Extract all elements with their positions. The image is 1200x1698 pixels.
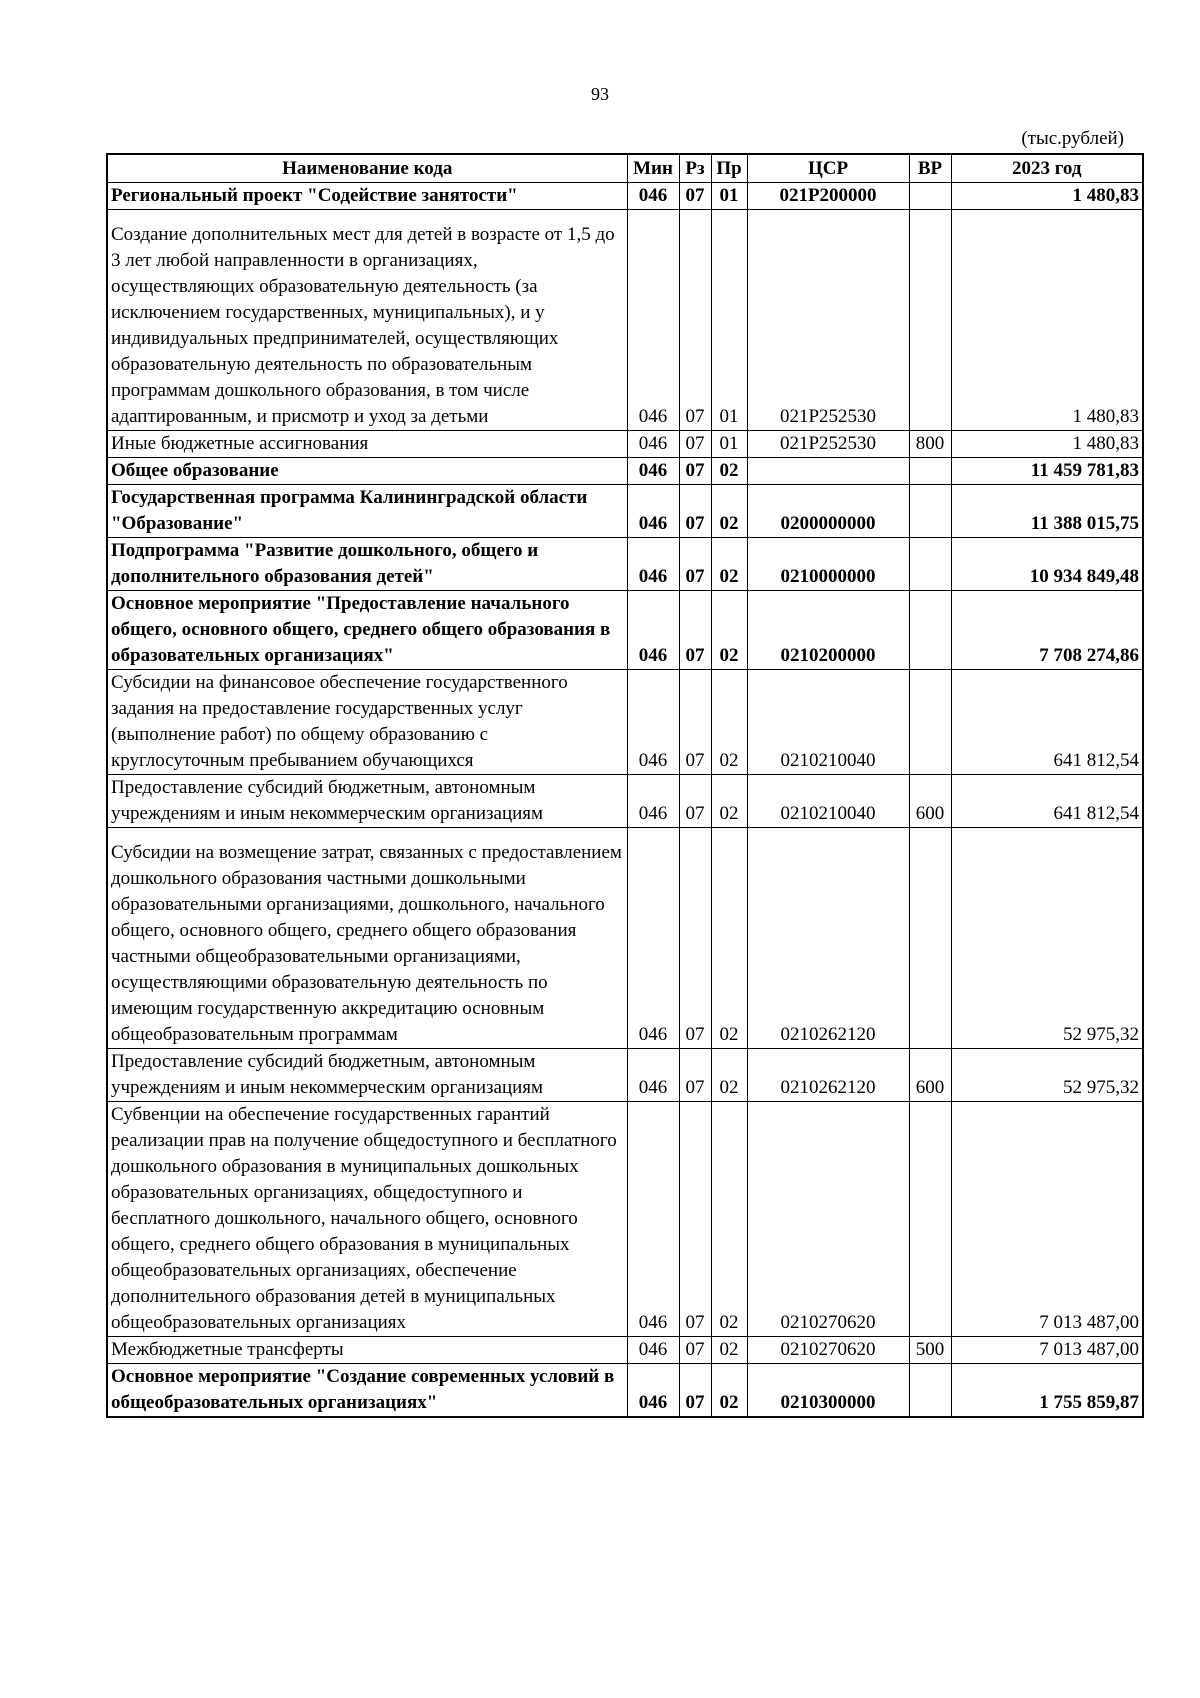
cell-min: 046 [627,670,679,775]
cell-csr: 0210000000 [747,538,909,591]
table-row [107,670,1143,775]
table-row [107,538,1143,591]
cell-vr [909,210,951,431]
cell-name: Подпрограмма "Развитие дошкольного, общего и дополнительного образования детей" [107,538,627,591]
cell-csr: 021Р252530 [747,431,909,458]
cell-rz: 07 [679,670,711,775]
cell-pr: 02 [711,1102,747,1337]
table-row [107,183,1143,210]
cell-amount: 7 013 487,00 [951,1102,1143,1337]
cell-csr: 0210262120 [747,828,909,1049]
cell-rz: 07 [679,591,711,670]
cell-vr: 800 [909,431,951,458]
header-vr: ВР [909,154,951,183]
cell-vr [909,828,951,1049]
table-row [107,1049,1143,1102]
units-label: (тыс.рублей) [1021,128,1124,149]
cell-min: 046 [627,591,679,670]
cell-vr [909,458,951,485]
cell-rz: 07 [679,485,711,538]
cell-rz: 07 [679,1049,711,1102]
cell-amount: 1 480,83 [951,210,1143,431]
header-min: Мин [627,154,679,183]
header-name: Наименование кода [107,154,627,183]
cell-rz: 07 [679,538,711,591]
header-year: 2023 год [951,154,1143,183]
cell-min: 046 [627,458,679,485]
cell-amount: 52 975,32 [951,828,1143,1049]
cell-name: Государственная программа Калининградской области "Образование" [107,485,627,538]
cell-csr: 021Р200000 [747,183,909,210]
header-csr: ЦСР [747,154,909,183]
cell-pr: 01 [711,183,747,210]
cell-min: 046 [627,1102,679,1337]
cell-name: Субсидии на возмещение затрат, связанных с предоставлением дошкольного образования частными дошкольными образовательными организациями, дошкольного, начального общего, основного общего, среднего общего образования частными общеобразовательными организациями, осуществляющими образовательную деятельность по имеющим государственную аккредитацию основным общеобразовательным программам [107,828,627,1049]
cell-vr [909,591,951,670]
cell-min: 046 [627,210,679,431]
cell-csr: 0210200000 [747,591,909,670]
cell-vr [909,183,951,210]
cell-csr [747,458,909,485]
table-row [107,775,1143,828]
cell-name: Предоставление субсидий бюджетным, автономным учреждениям и иным некоммерческим организациям [107,1049,627,1102]
cell-amount: 11 459 781,83 [951,458,1143,485]
cell-min: 046 [627,1364,679,1418]
cell-rz: 07 [679,775,711,828]
cell-min: 046 [627,1049,679,1102]
cell-name: Общее образование [107,458,627,485]
cell-name: Иные бюджетные ассигнования [107,431,627,458]
cell-amount: 641 812,54 [951,670,1143,775]
cell-rz: 07 [679,458,711,485]
cell-name: Основное мероприятие "Предоставление начального общего, основного общего, среднего общего образования в образовательных организациях" [107,591,627,670]
cell-csr: 0210210040 [747,670,909,775]
cell-csr: 0200000000 [747,485,909,538]
cell-pr: 02 [711,485,747,538]
cell-min: 046 [627,183,679,210]
table-row [107,1102,1143,1337]
cell-min: 046 [627,431,679,458]
cell-csr: 0210270620 [747,1102,909,1337]
cell-amount: 1 480,83 [951,431,1143,458]
cell-amount: 7 708 274,86 [951,591,1143,670]
cell-rz: 07 [679,1337,711,1364]
cell-amount: 11 388 015,75 [951,485,1143,538]
cell-vr [909,670,951,775]
cell-pr: 01 [711,210,747,431]
cell-name: Основное мероприятие "Создание современных условий в общеобразовательных организациях" [107,1364,627,1418]
cell-amount: 1 755 859,87 [951,1364,1143,1418]
cell-rz: 07 [679,183,711,210]
table-row [107,828,1143,1049]
cell-rz: 07 [679,1364,711,1418]
cell-vr: 600 [909,1049,951,1102]
cell-csr: 0210210040 [747,775,909,828]
cell-rz: 07 [679,210,711,431]
cell-vr [909,1364,951,1418]
cell-vr [909,485,951,538]
cell-amount: 52 975,32 [951,1049,1143,1102]
cell-rz: 07 [679,431,711,458]
budget-table [106,153,1144,1418]
table-header-row [107,154,1143,183]
cell-name: Межбюджетные трансферты [107,1337,627,1364]
cell-pr: 01 [711,431,747,458]
cell-vr: 500 [909,1337,951,1364]
cell-pr: 02 [711,458,747,485]
table-row [107,458,1143,485]
cell-pr: 02 [711,1364,747,1418]
cell-pr: 02 [711,775,747,828]
cell-name: Субсидии на финансовое обеспечение государственного задания на предоставление государственных услуг (выполнение работ) по общему образованию с круглосуточным пребыванием обучающихся [107,670,627,775]
cell-vr [909,538,951,591]
table-row [107,1364,1143,1418]
cell-amount: 1 480,83 [951,183,1143,210]
header-rz: Рз [679,154,711,183]
cell-rz: 07 [679,1102,711,1337]
cell-pr: 02 [711,828,747,1049]
cell-amount: 641 812,54 [951,775,1143,828]
cell-rz: 07 [679,828,711,1049]
cell-csr: 0210300000 [747,1364,909,1418]
cell-vr [909,1102,951,1337]
cell-min: 046 [627,828,679,1049]
cell-csr: 0210270620 [747,1337,909,1364]
cell-name: Региональный проект "Содействие занятости" [107,183,627,210]
cell-pr: 02 [711,591,747,670]
cell-amount: 7 013 487,00 [951,1337,1143,1364]
cell-pr: 02 [711,670,747,775]
cell-name: Субвенции на обеспечение государственных гарантий реализации прав на получение общедоступного и бесплатного дошкольного образования в муниципальных дошкольных образовательных организациях, общедоступного и бесплатного дошкольного, начального общего, основного общего, среднего общего образования в муниципальных общеобразовательных организациях, обеспечение дополнительного образования детей в муниципальных общеобразовательных организациях [107,1102,627,1337]
cell-csr: 021Р252530 [747,210,909,431]
cell-pr: 02 [711,538,747,591]
cell-name: Предоставление субсидий бюджетным, автономным учреждениям и иным некоммерческим организациям [107,775,627,828]
cell-min: 046 [627,775,679,828]
table-row [107,1337,1143,1364]
table-row [107,485,1143,538]
table-row [107,210,1143,431]
cell-min: 046 [627,485,679,538]
page-number: 93 [591,84,609,104]
cell-pr: 02 [711,1049,747,1102]
cell-pr: 02 [711,1337,747,1364]
cell-vr: 600 [909,775,951,828]
cell-csr: 0210262120 [747,1049,909,1102]
cell-name: Создание дополнительных мест для детей в возрасте от 1,5 до 3 лет любой направленности в организациях, осуществляющих образовательную деятельность (за исключением государственных, муниципальных), и у индивидуальных предпринимателей, осуществляющих образовательную деятельность по образовательным программам дошкольного образования, в том числе адаптированным, и присмотр и уход за детьми [107,210,627,431]
table-body [107,183,1143,1418]
header-pr: Пр [711,154,747,183]
cell-amount: 10 934 849,48 [951,538,1143,591]
cell-min: 046 [627,538,679,591]
table-row [107,591,1143,670]
cell-min: 046 [627,1337,679,1364]
table-row [107,431,1143,458]
